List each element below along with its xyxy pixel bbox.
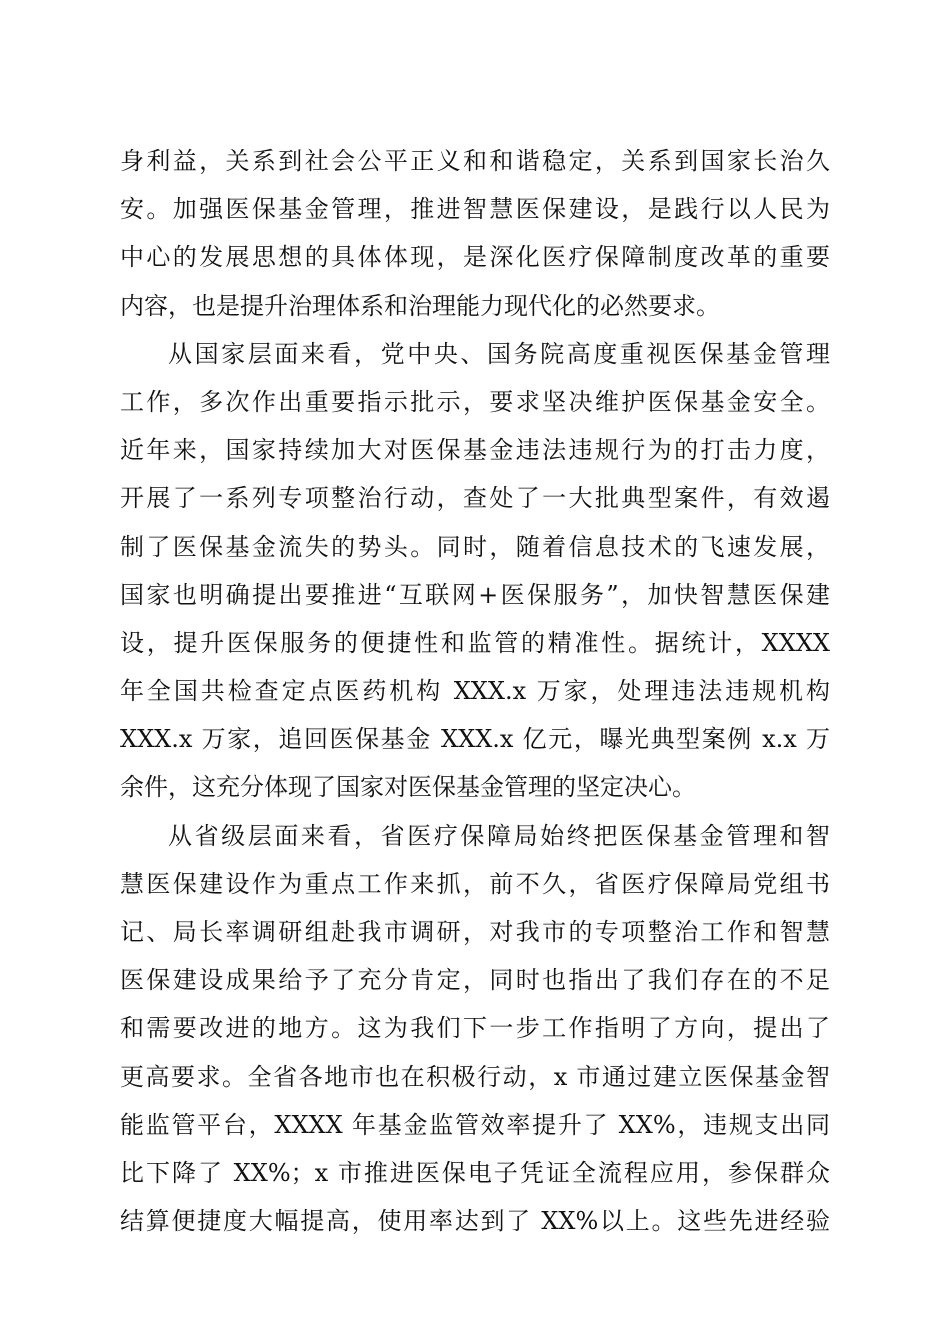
body-text bbox=[120, 137, 830, 1245]
text-line: 和需要改进的地方。这为我们下一步工作指明了方向，提出了 bbox=[120, 1014, 830, 1043]
paragraph-first-line: 从省级层面来看，省医疗保障局始终把医保基金管理和智 bbox=[168, 821, 830, 850]
text-line: 内容，也是提升治理体系和治理能力现代化的必然要求。 bbox=[120, 291, 720, 320]
text-line: XXX.x 万家，追回医保基金 XXX.x 亿元，曝光典型案例 x.x 万 bbox=[120, 725, 830, 754]
text-line: 比下降了 XX%；x 市推进医保电子凭证全流程应用，参保群众 bbox=[120, 1158, 830, 1187]
text-line: 安。加强医保基金管理，推进智慧医保建设，是践行以人民为 bbox=[120, 195, 830, 224]
text-line: 年全国共检查定点医药机构 XXX.x 万家，处理违法违规机构 bbox=[120, 677, 830, 706]
text-line: 结算便捷度大幅提高，使用率达到了 XX%以上。这些先进经验 bbox=[120, 1207, 830, 1236]
text-line: 身利益，关系到社会公平正义和和谐稳定，关系到国家长治久 bbox=[120, 147, 830, 175]
text-line: 更高要求。全省各地市也在积极行动，x 市通过建立医保基金智 bbox=[120, 1062, 830, 1091]
text-line: 能监管平台，XXXX 年基金监管效率提升了 XX%，违规支出同 bbox=[120, 1110, 830, 1139]
text-line: 记、局长率调研组赴我市调研，对我市的专项整治工作和智慧 bbox=[120, 918, 830, 946]
paragraph-first-line: 从国家层面来看，党中央、国务院高度重视医保基金管理 bbox=[168, 339, 830, 368]
text-line: 国家也明确提出要推进“互联网+医保服务”，加快智慧医保建 bbox=[120, 580, 830, 609]
text-line: 余件，这充分体现了国家对医保基金管理的坚定决心。 bbox=[120, 773, 696, 802]
text-line: 开展了一系列专项整治行动，查处了一大批典型案件，有效遏 bbox=[120, 484, 830, 513]
text-line: 工作，多次作出重要指示批示，要求坚决维护医保基金安全。 bbox=[120, 387, 830, 416]
text-line: 制了医保基金流失的势头。同时，随着信息技术的飞速发展， bbox=[120, 532, 830, 561]
text-line: 医保建设成果给予了充分肯定，同时也指出了我们存在的不足 bbox=[120, 966, 830, 995]
text-line: 设，提升医保服务的便捷性和监管的精准性。据统计，XXXX bbox=[120, 628, 830, 657]
text-line: 慧医保建设作为重点工作来抓，前不久，省医疗保障局党组书 bbox=[120, 869, 830, 898]
text-line: 中心的发展思想的具体体现，是深化医疗保障制度改革的重要 bbox=[120, 243, 830, 272]
text-line: 近年来，国家持续加大对医保基金违法违规行为的打击力度， bbox=[120, 436, 830, 465]
